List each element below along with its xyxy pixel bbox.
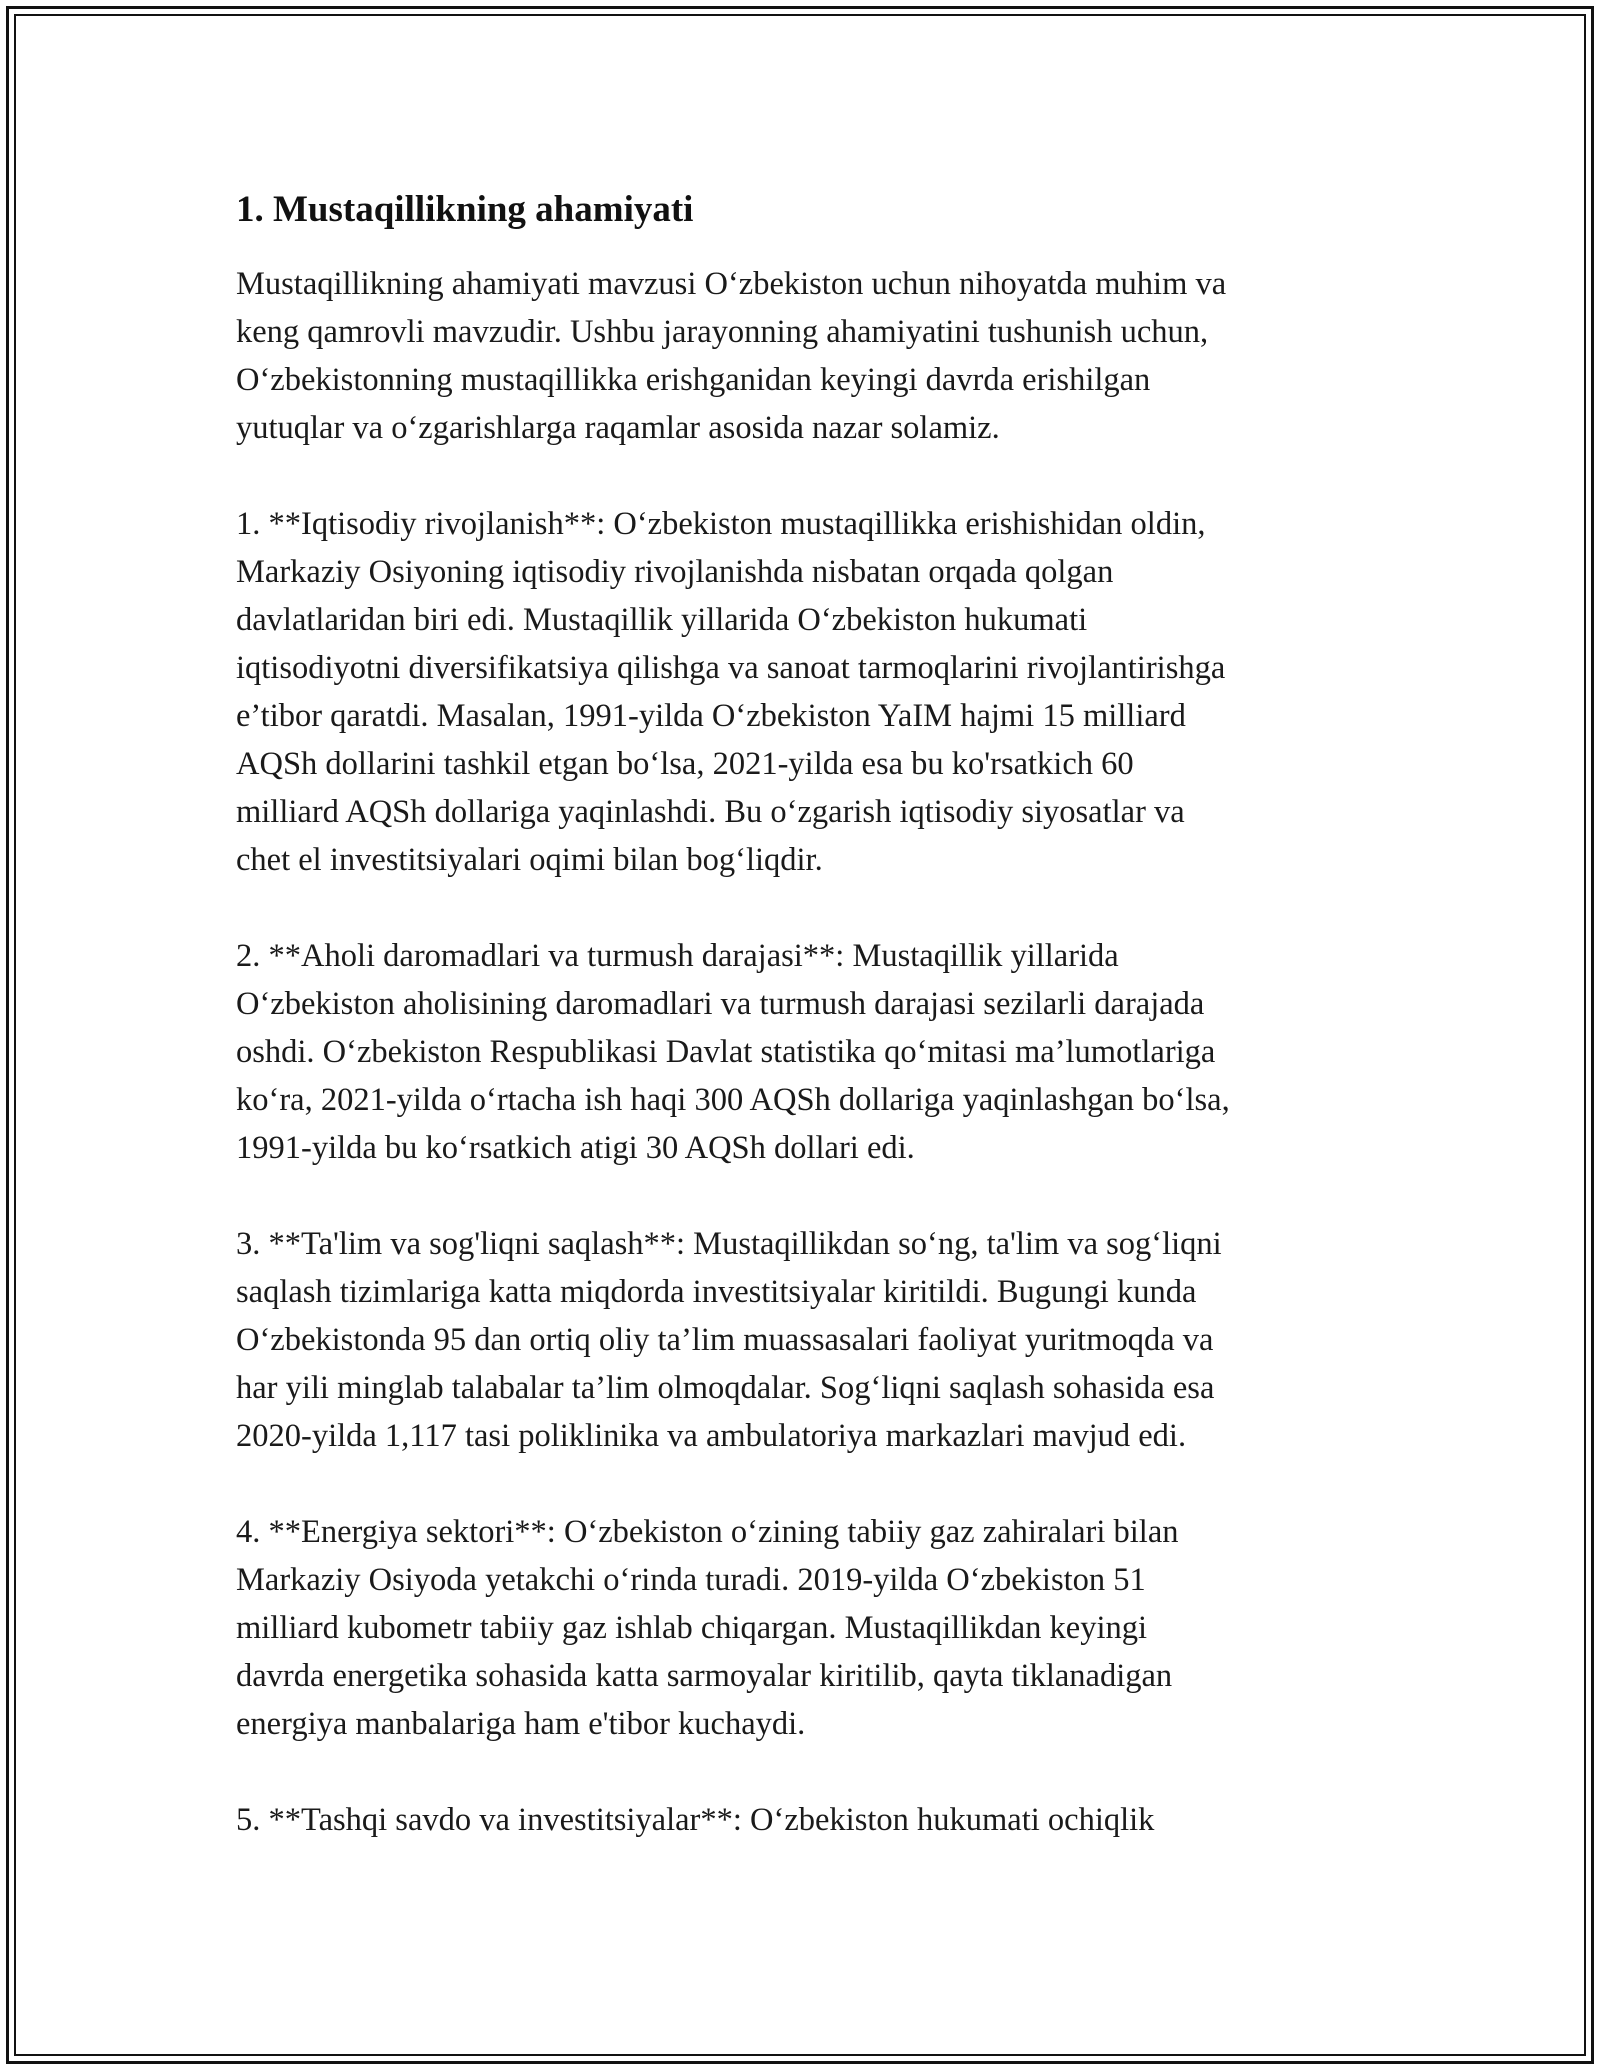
text-line: yutuqlar va o‘zgarishlarga raqamlar asosida nazar solamiz. — [236, 410, 1000, 446]
energy-paragraph — [236, 1508, 1376, 1748]
text-line: har yili minglab talabalar ta’lim olmoqdalar. Sog‘liqni saqlash sohasida esa — [236, 1370, 1215, 1406]
text-line: Markaziy Osiyoda yetakchi o‘rinda turadi. 2019-yilda O‘zbekiston 51 — [236, 1562, 1146, 1598]
text-line: 2020-yilda 1,117 tasi poliklinika va ambulatoriya markazlari mavjud edi. — [236, 1418, 1187, 1454]
trade-paragraph — [236, 1796, 1376, 1844]
income-paragraph — [236, 932, 1376, 1172]
text-line: keng qamrovli mavzudir. Ushbu jarayonning ahamiyatini tushunish uchun, — [236, 314, 1209, 350]
text-line: 4. **Energiya sektori**: O‘zbekiston o‘zining tabiiy gaz zahiralari bilan — [236, 1514, 1179, 1550]
text-line: milliard kubometr tabiiy gaz ishlab chiqargan. Mustaqillikdan keyingi — [236, 1610, 1148, 1646]
text-line: milliard AQSh dollariga yaqinlashdi. Bu o‘zgarish iqtisodiy siyosatlar va — [236, 794, 1185, 830]
text-line: 1. **Iqtisodiy rivojlanish**: O‘zbekiston mustaqillikka erishishidan oldin, — [236, 506, 1206, 542]
text-line: 3. **Ta'lim va sog'liqni saqlash**: Mustaqillikdan so‘ng, ta'lim va sog‘liqni — [236, 1226, 1222, 1262]
text-line: oshdi. O‘zbekiston Respublikasi Davlat statistika qo‘mitasi ma’lumotlariga — [236, 1034, 1216, 1070]
text-line: Mustaqillikning ahamiyati mavzusi O‘zbekiston uchun nihoyatda muhim va — [236, 266, 1227, 302]
text-line: e’tibor qaratdi. Masalan, 1991-yilda O‘zbekiston YaIM hajmi 15 milliard — [236, 698, 1186, 734]
text-line: Markaziy Osiyoning iqtisodiy rivojlanishda nisbatan orqada qolgan — [236, 554, 1114, 590]
document-body — [236, 188, 1376, 1892]
section-title: 1. Mustaqillikning ahamiyati — [236, 189, 694, 230]
text-line: 5. **Tashqi savdo va investitsiyalar**: O‘zbekiston hukumati ochiqlik — [236, 1802, 1155, 1838]
text-line: ko‘ra, 2021-yilda o‘rtacha ish haqi 300 AQSh dollariga yaqinlashgan bo‘lsa, — [236, 1082, 1230, 1118]
text-line: O‘zbekiston aholisining daromadlari va turmush darajasi sezilarli darajada — [236, 986, 1205, 1022]
text-line: energiya manbalariga ham e'tibor kuchaydi. — [236, 1706, 806, 1742]
education-health-paragraph — [236, 1220, 1376, 1460]
text-line: davlatlaridan biri edi. Mustaqillik yillarida O‘zbekiston hukumati — [236, 602, 1088, 638]
text-line: 1991-yilda bu ko‘rsatkich atigi 30 AQSh dollari edi. — [236, 1130, 915, 1166]
text-line: saqlash tizimlariga katta miqdorda investitsiyalar kiritildi. Bugungi kunda — [236, 1274, 1197, 1310]
text-line: chet el investitsiyalari oqimi bilan bog‘liqdir. — [236, 842, 823, 878]
text-line: O‘zbekistonning mustaqillikka erishganidan keyingi davrda erishilgan — [236, 362, 1151, 398]
text-line: davrda energetika sohasida katta sarmoyalar kiritilib, qayta tiklanadigan — [236, 1658, 1173, 1694]
text-line: 2. **Aholi daromadlari va turmush darajasi**: Mustaqillik yillarida — [236, 938, 1119, 974]
economic-development-paragraph — [236, 500, 1376, 884]
intro-paragraph — [236, 260, 1376, 452]
text-line: O‘zbekistonda 95 dan ortiq oliy ta’lim muassasalari faoliyat yuritmoqda va — [236, 1322, 1214, 1358]
text-line: iqtisodiyotni diversifikatsiya qilishga va sanoat tarmoqlarini rivojlantirishga — [236, 650, 1226, 686]
text-line: AQSh dollarini tashkil etgan bo‘lsa, 2021-yilda esa bu ko'rsatkich 60 — [236, 746, 1134, 782]
